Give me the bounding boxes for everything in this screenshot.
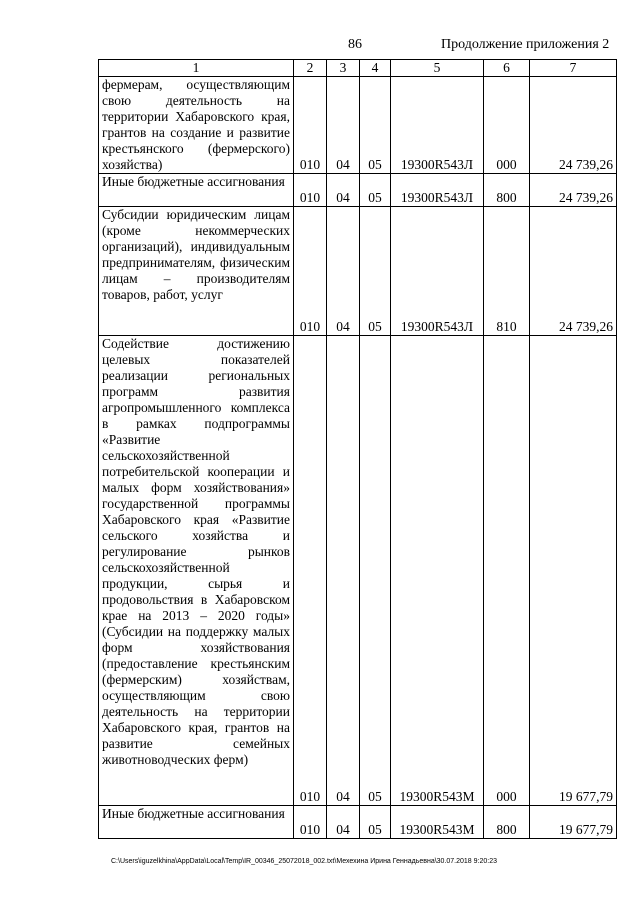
row-expense-type: 800 — [484, 806, 530, 839]
file-path-footer: C:\Users\iguzelkhina\AppData\Local\Temp\IR_00346_25072018_002.txt\Мехехина Ирина Геннадьевна\30.07.2018 9:20:23 — [111, 858, 497, 865]
row-subsection: 05 — [360, 174, 391, 207]
row-code: 010 — [294, 207, 327, 336]
table-row — [99, 336, 617, 806]
row-section: 04 — [327, 174, 360, 207]
row-description: Содействие достижению целевых показателей реализации региональных программ развития агропромышленного комплекса в рамках подпрограммы «Развитие сельскохозяйственной потребительской кооперации и малых форм хозяйствования» государственной программы Хабаровского края «Развитие сельского хозяйства и регулирование рынков сельскохозяйственной продукции, сырья и продовольствия в Хабаровском крае на 2013 – 2020 годы» (Субсидии на поддержку малых форм хозяйствования (предоставление крестьянским (фермерским) хозяйствам, осуществляющим свою деятельность на территории Хабаровского края, грантов на развитие семейных животноводческих ферм) — [99, 336, 294, 806]
row-description: фермерам, осуществляющим свою деятельность на территории Хабаровского края, грантов на создание и развитие крестьянского (фермерского) хозяйства) — [99, 77, 294, 174]
row-code: 010 — [294, 77, 327, 174]
row-subsection: 05 — [360, 806, 391, 839]
continuation-label: Продолжение приложения 2 — [441, 37, 610, 52]
row-section: 04 — [327, 806, 360, 839]
column-header: 2 — [294, 60, 327, 77]
column-header: 3 — [327, 60, 360, 77]
row-subsection: 05 — [360, 77, 391, 174]
row-amount: 19 677,79 — [530, 336, 617, 806]
row-amount: 24 739,26 — [530, 77, 617, 174]
row-code: 010 — [294, 806, 327, 839]
row-amount: 24 739,26 — [530, 207, 617, 336]
row-target-article: 19300R543Л — [391, 77, 484, 174]
table-header-row — [99, 60, 617, 77]
row-code: 010 — [294, 336, 327, 806]
column-header: 7 — [530, 60, 617, 77]
table-row — [99, 174, 617, 207]
table-row — [99, 207, 617, 336]
row-section: 04 — [327, 77, 360, 174]
row-section: 04 — [327, 207, 360, 336]
row-target-article: 19300R543Л — [391, 174, 484, 207]
row-section: 04 — [327, 336, 360, 806]
column-header: 1 — [99, 60, 294, 77]
row-description: Иные бюджетные ассигнования — [99, 174, 294, 207]
row-expense-type: 000 — [484, 336, 530, 806]
row-description: Субсидии юридическим лицам (кроме некоммерческих организаций), индивидуальным предпринимателям, физическим лицам – производителям товаров, работ, услуг — [99, 207, 294, 336]
row-amount: 19 677,79 — [530, 806, 617, 839]
row-expense-type: 810 — [484, 207, 530, 336]
row-target-article: 19300R543М — [391, 806, 484, 839]
row-code: 010 — [294, 174, 327, 207]
row-amount: 24 739,26 — [530, 174, 617, 207]
page-number: 86 — [348, 37, 362, 52]
row-description: Иные бюджетные ассигнования — [99, 806, 294, 839]
column-header: 4 — [360, 60, 391, 77]
column-header: 6 — [484, 60, 530, 77]
row-subsection: 05 — [360, 207, 391, 336]
row-expense-type: 000 — [484, 77, 530, 174]
row-target-article: 19300R543Л — [391, 207, 484, 336]
row-target-article: 19300R543М — [391, 336, 484, 806]
budget-table — [98, 59, 617, 839]
column-header: 5 — [391, 60, 484, 77]
table-row — [99, 77, 617, 174]
table-row — [99, 806, 617, 839]
row-expense-type: 800 — [484, 174, 530, 207]
row-subsection: 05 — [360, 336, 391, 806]
